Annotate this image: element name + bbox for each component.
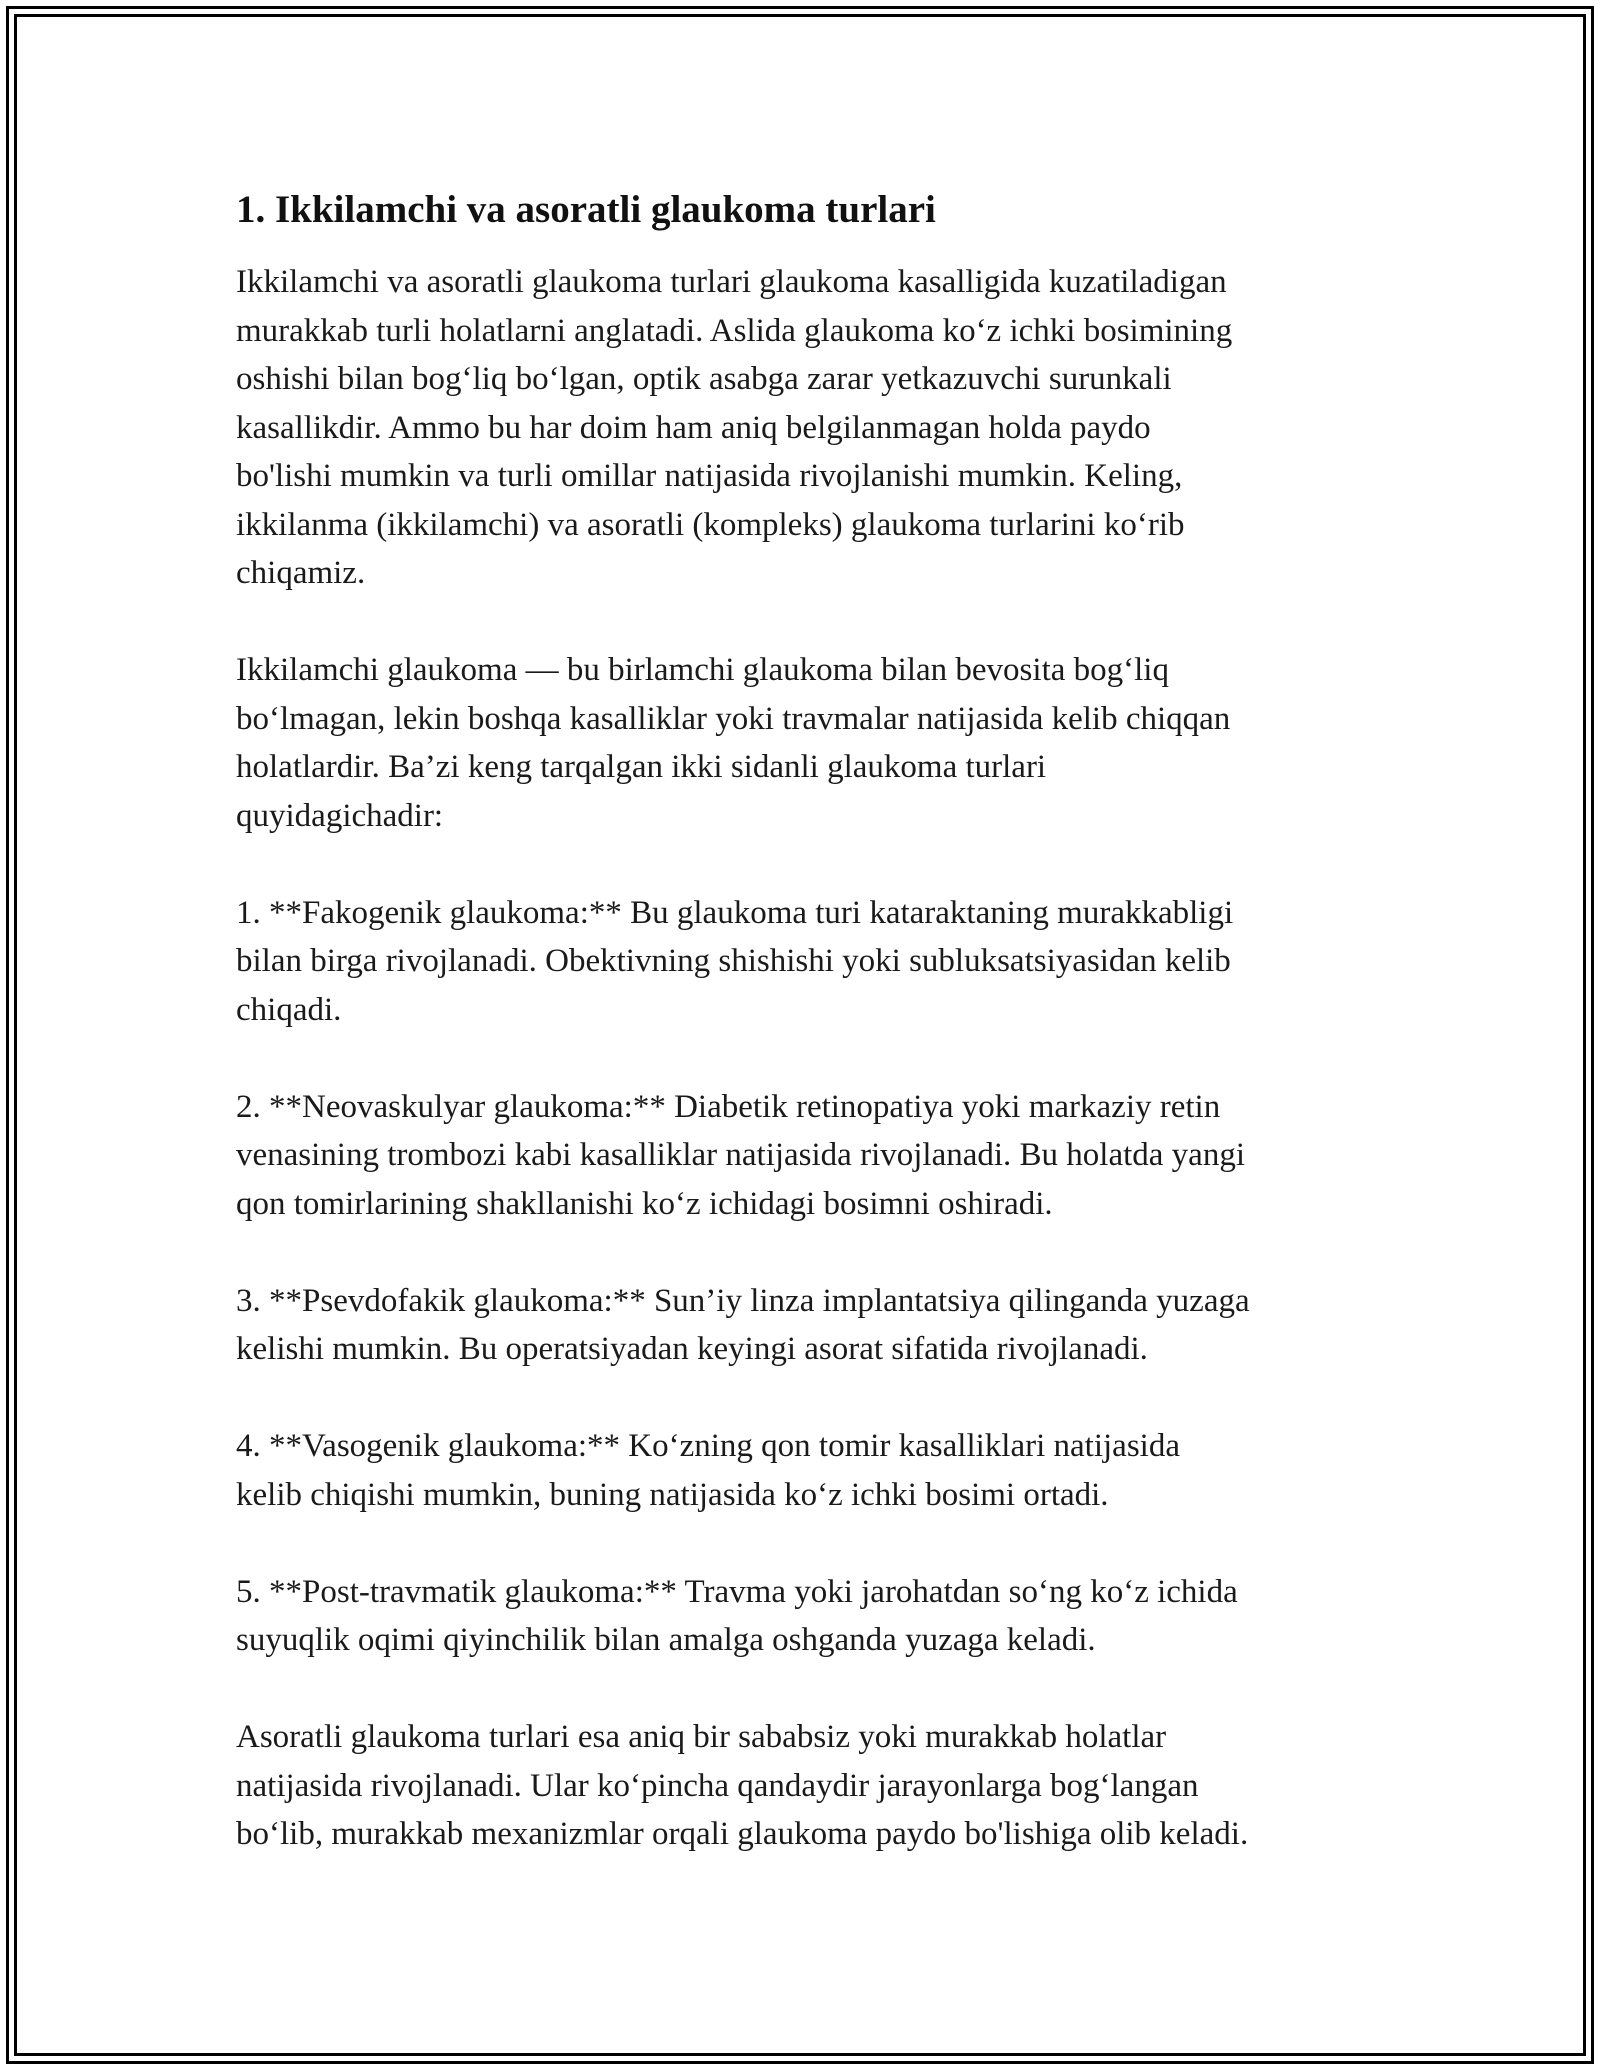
secondary-glaucoma-paragraph: Ikkilamchi glaukoma — bu birlamchi glaukoma bilan bevosita bog‘liq bo‘lmagan, lekin boshqa kasalliklar yoki travmalar natijasida kelib chiqqan holatlardir. Ba’zi keng tarqalgan ikki sidanli glaukoma turlari quyidagichadir:: [236, 652, 1231, 834]
list-item-neovascular: 2. **Neovaskulyar glaukoma:** Diabetik retinopatiya yoki markaziy retin venasining trombozi kabi kasalliklar natijasida rivojlanadi. Bu holatda yangi qon tomirlarining shakllanishi ko‘z ichidagi bosimni oshiradi.: [236, 1088, 1245, 1222]
list-item-phacogenic: 1. **Fakogenik glaukoma:** Bu glaukoma turi kataraktaning murakkabligi bilan birga rivojlanadi. Obektivning shishishi yoki subluksatsiyasidan kelib chiqadi.: [236, 894, 1234, 1028]
list-item-pseudophakic: 3. **Psevdofakik glaukoma:** Sun’iy linza implantatsiya qilinganda yuzaga kelishi mumkin. Bu operatsiyadan keyingi asorat sifatida rivojlanadi.: [236, 1282, 1250, 1367]
list-item-post-traumatic: 5. **Post-travmatik glaukoma:** Travma yoki jarohatdan so‘ng ko‘z ichida suyuqlik oqimi qiyinchilik bilan amalga oshganda yuzaga keladi.: [236, 1573, 1238, 1658]
intro-paragraph: Ikkilamchi va asoratli glaukoma turlari glaukoma kasalligida kuzatiladigan murakkab turli holatlarni anglatadi. Aslida glaukoma ko‘z ichki bosimining oshishi bilan bog‘liq bo‘lgan, optik asabga zarar yetkazuvchi surunkali kasallikdir. Ammo bu har doim ham aniq belgilanmagan holda paydo bo'lishi mumkin va turli omillar natijasida rivojlanishi mumkin. Keling, ikkilanma (ikkilamchi) va asoratli (kompleks) glaukoma turlarini ko‘rib chiqamiz.: [236, 264, 1233, 591]
section-heading: 1. Ikkilamchi va asoratli glaukoma turlari: [236, 188, 936, 231]
complicated-glaucoma-paragraph: Asoratli glaukoma turlari esa aniq bir sababsiz yoki murakkab holatlar natijasida rivojlanadi. Ular ko‘pincha qandaydir jarayonlarga bog‘langan bo‘lib, murakkab mexanizmlar orqali glaukoma paydo bo'lishiga olib keladi.: [236, 1719, 1249, 1852]
list-item-vasogenic: 4. **Vasogenik glaukoma:** Ko‘zning qon tomir kasalliklari natijasida kelib chiqishi mumkin, buning natijasida ko‘z ichki bosimi ortadi.: [236, 1428, 1180, 1513]
document-body: [236, 186, 1376, 1859]
